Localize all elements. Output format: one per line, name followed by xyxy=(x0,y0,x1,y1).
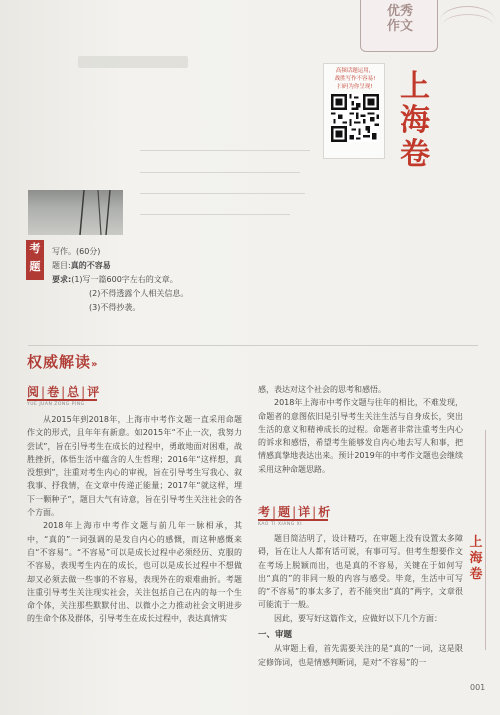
sidebar-region-name xyxy=(465,535,487,583)
topic-label: 题目: xyxy=(52,261,71,270)
exam-prompt xyxy=(52,245,312,315)
right-paragraph-3: 因此，要写好这篇作文，应做好以下几个方面： xyxy=(274,613,442,623)
subheading-review-summary: 阅|卷|总|评 xyxy=(27,385,101,399)
sidebar-char-1: 上 xyxy=(469,535,483,550)
sub1-char-1: 阅 xyxy=(27,385,41,399)
right-paragraph-2: 题目简洁明了，设计精巧，在审题上没有设置太多障碍，旨在让人人都有话可说，有事可写。但考生想要作文在考场上脱颖而出，也是真的不容易，关键在于如何写出“真的”的非同一般的内容与感受。毕竟，生活中可写的“不容易”的事太多了，若不能突出“真的”两字，文章很可能流于一般。 xyxy=(258,534,463,610)
prompt-requirements xyxy=(52,273,312,287)
left-paragraph-1: 从2015年到2018年，上海市中考作文题一直采用命题作文的形式，且年年有新意。如2015年“不止一次，我努力尝试”，旨在引导考生在成长的过程中，勇敢地面对困难，战胜挫折，体悟生活中蕴含的人生哲理；2016年“这样想，真没想到”，注重对考生内心的审视，旨在引导考生写我心、叙我事、抒我情，在文章中传递正能量；2017年“就这样，埋下一颗种子”，题目大气有诗意，旨在引导考生关注社会的各个方面。 xyxy=(27,415,242,518)
bleed-through-line xyxy=(140,214,290,215)
qr-caption-line1: 高频话题运用， xyxy=(335,68,375,74)
sub1-char-2: 卷 xyxy=(47,385,61,399)
right-column-top xyxy=(258,383,463,476)
sub2-pinyin: KAO TI XIANG XI xyxy=(258,522,303,527)
page-number: 001 xyxy=(470,683,486,692)
sub2-char-1: 考 xyxy=(258,505,272,519)
right-column-bottom xyxy=(258,532,463,669)
postmark-wave-icon-2 xyxy=(442,14,494,38)
region-title xyxy=(400,70,460,172)
requirement-1: (1)写一篇600字左右的文章。 xyxy=(71,275,178,284)
stamp-text xyxy=(371,4,429,34)
prompt-line-2 xyxy=(52,259,312,273)
stamp-line1: 优秀 xyxy=(386,4,413,19)
title-char-2: 海 xyxy=(400,103,430,138)
exam-question-label xyxy=(26,240,44,280)
kaoti-char-1: 考 xyxy=(29,242,41,255)
qr-code-icon[interactable] xyxy=(331,94,379,142)
stamp-line2: 作文 xyxy=(386,19,413,34)
sub2-char-3: 详 xyxy=(298,505,312,519)
qr-caption-line2: 战胜写作不容易! xyxy=(334,76,376,82)
bleed-through-line xyxy=(140,193,305,194)
sub1-char-4: 评 xyxy=(87,385,101,399)
requirement-3: (3)不得抄袭。 xyxy=(89,303,141,312)
analysis-item-1: 一、审题 xyxy=(258,630,293,641)
sub2-char-2: 题 xyxy=(278,505,292,519)
excellent-essay-stamp xyxy=(360,0,438,52)
requirements-label: 要求: xyxy=(52,275,72,284)
bleed-through-band xyxy=(78,56,188,68)
subheading-underline xyxy=(258,519,328,521)
right-paragraph-4: 从审题上看，首先需要关注的是“真的”一词，这是限定修饰词，也是情感判断词，是对“不容易”的一 xyxy=(258,644,463,667)
qr-caption-line3: 扫码为你呈现! xyxy=(337,84,373,90)
prompt-line-1: 写作。(60分) xyxy=(52,247,101,256)
bird-photo xyxy=(28,190,123,235)
sidebar-char-3: 卷 xyxy=(469,567,483,582)
bleed-through-line xyxy=(140,172,300,173)
qr-caption xyxy=(326,67,384,91)
bleed-through-line xyxy=(140,150,310,151)
bird-illustration xyxy=(76,190,121,235)
sub1-pinyin: YUE JUAN ZONG PING xyxy=(27,402,85,407)
left-column xyxy=(27,413,242,626)
sub1-char-3: 总 xyxy=(67,385,81,399)
subheading-underline xyxy=(27,399,97,401)
qr-card[interactable] xyxy=(323,63,385,159)
kaoti-char-2: 题 xyxy=(29,260,41,273)
section-divider xyxy=(28,345,478,346)
left-paragraph-2: 2018年上海市中考作文题与前几年一脉相承，其中，“真的”一词强调的是发自内心的感慨，而这种感慨来自“不容易”。“不容易”可以是成长过程中必须经历、克服的不容易，表现考生内在的成长，也可以是成长过程中不想做却又必须去做一些事的不容易，表现外在的艰难曲折。考题注重引导考生关注现实社会，关注包括自己在内的每一个生命个体，关注那些默默付出、以微小之力推动社会文明进步的生命个体及群体，引导考生在成长过程中，表达真情实 xyxy=(27,521,242,624)
requirement-2: (2)不得透露个人相关信息。 xyxy=(89,289,189,298)
chevron-right-icon: » xyxy=(91,359,99,370)
right-paragraph-1: 2018年上海市中考作文题与往年的相比，不难发现，命题者的意图依旧是引导考生关注生活与自身成长，突出生活的意义和精神成长的过程。命题者非常注重考生内心的诉求和感悟，希望考生能够发自内心地去写人和事，把情感真挚地表达出来。预计2019年的中考作文题也会继续采用这种命题思路。 xyxy=(258,398,463,474)
title-char-3: 卷 xyxy=(400,137,430,172)
right-paragraph-0: 感，表达对这个社会的思考和感悟。 xyxy=(258,385,386,394)
sidebar-char-2: 海 xyxy=(469,551,483,566)
subheading-question-analysis: 考|题|详|析 xyxy=(258,505,332,519)
topic-value: 真的不容易 xyxy=(70,261,111,270)
sub2-char-4: 析 xyxy=(318,505,332,519)
section-heading-text: 权威解读 xyxy=(27,353,92,371)
section-heading xyxy=(27,351,98,372)
title-char-1: 上 xyxy=(400,69,430,104)
